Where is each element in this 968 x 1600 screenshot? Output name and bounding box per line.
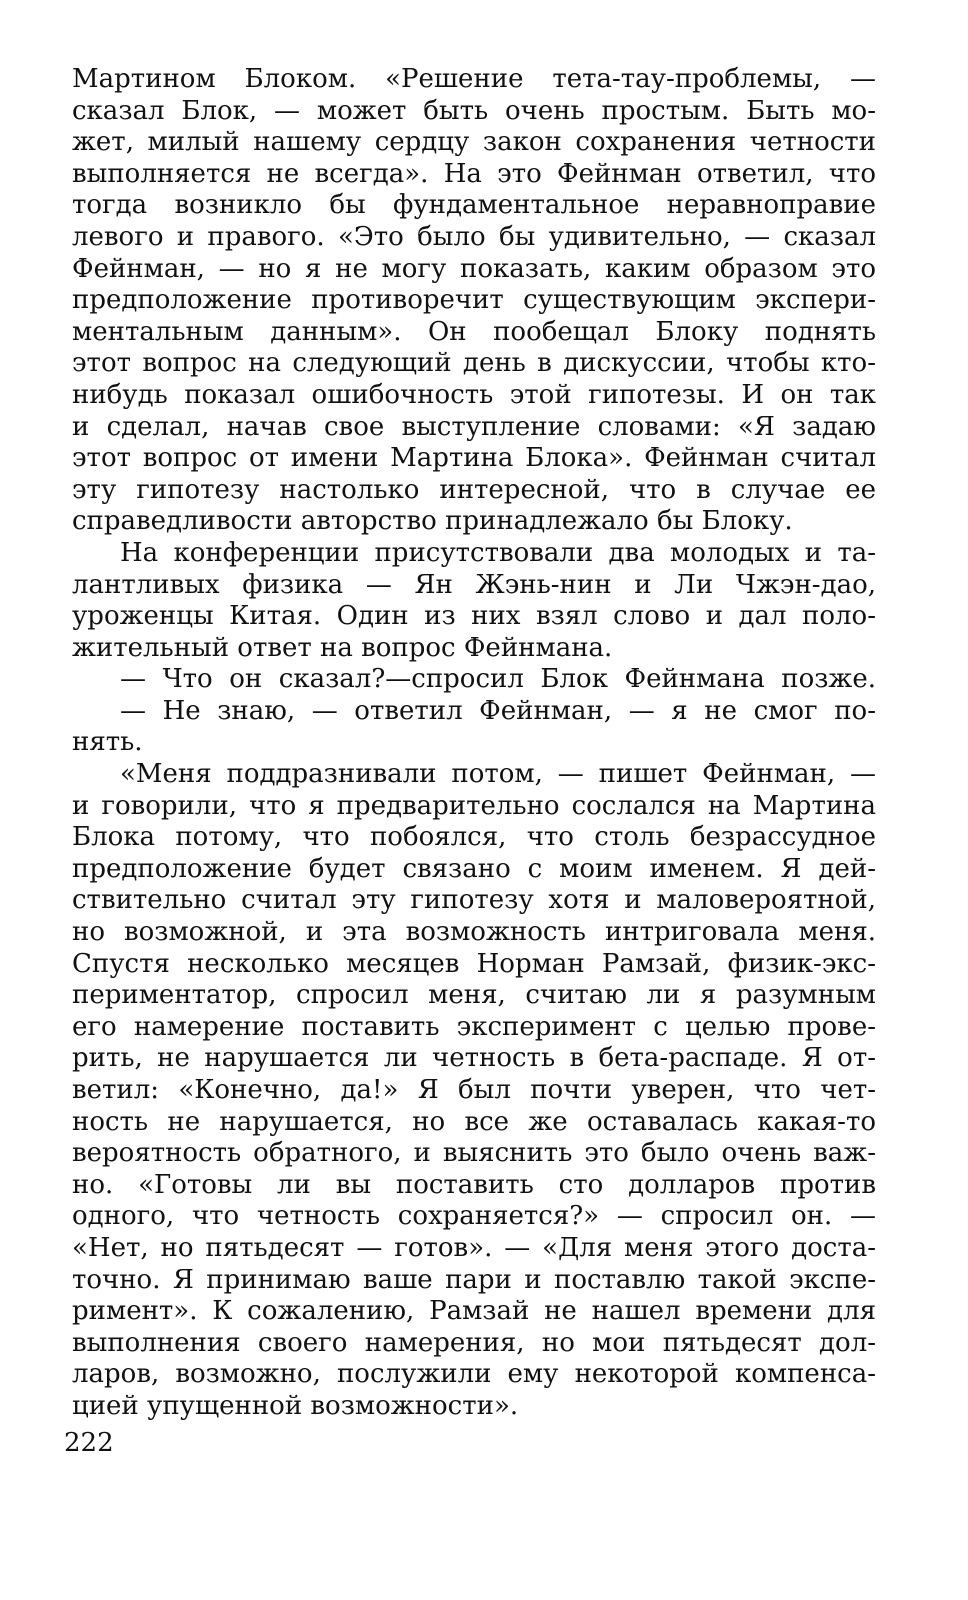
text-line: тогда возникло бы фундаментальное неравноправие [72,190,876,221]
text-line: но возможной, и эта возможность интриговала меня. [72,917,876,948]
paragraph-first-line: На конференции присутствовали два молодых и та- [120,537,876,568]
text-line: эту гипотезу настолько интересной, что в случае ее [72,474,876,505]
text-line: выполнения своего намерения, но мои пятьдесят дол- [72,1327,876,1358]
text-line: справедливости авторство принадлежало бы Блоку. [72,506,793,537]
text-line: но. «Готовы ли вы поставить сто долларов против [72,1169,876,1200]
text-line: жительный ответ на вопрос Фейнмана. [72,632,613,663]
text-line: Блока потому, что побоялся, что столь безрассудное [72,822,876,853]
text-line: ность не нарушается, но все же оставалась какая-то [72,1106,876,1137]
text-line: цией упущенной возможности». [72,1390,519,1421]
dialogue-line: — Не знаю, — ответил Фейнман, — я не смог по- [120,695,876,726]
text-line: ларов, возможно, послужили ему некоторой компенса- [72,1359,876,1390]
text-line: одного, что четность сохраняется?» — спросил он. — [72,1201,876,1232]
text-line: левого и правого. «Это было бы удивительно, — сказал [72,221,876,252]
text-line: рить, не нарушается ли четность в бета-распаде. Я от- [72,1043,876,1074]
text-line: и говорили, что я предварительно сослался на Мартина [72,790,876,821]
text-line: Фейнман, — но я не могу показать, каким образом это [72,253,876,284]
text-line: этот вопрос на следующий день в дискуссии, чтобы кто- [72,348,876,379]
text-line: его намерение поставить эксперимент с целью прове- [72,1011,876,1042]
page-number: 222 [64,1428,114,1458]
text-line: ствительно считал эту гипотезу хотя и маловероятной, [72,885,876,916]
text-line: ментальным данным». Он пообещал Блоку поднять [72,316,876,347]
text-line: предположение будет связано с моим именем. Я дей- [72,853,876,884]
text-line: нибудь показал ошибочность этой гипотезы. И он так [72,379,876,410]
text-line: выполняется не всегда». На это Фейнман ответил, что [72,158,876,189]
text-line: и сделал, начав свое выступление словами: «Я задаю [72,411,876,442]
text-line: жет, милый нашему сердцу закон сохранения четности [72,127,876,158]
text-line: Мартином Блоком. «Решение тета-тау-проблемы, — [72,64,876,94]
text-line: сказал Блок, — может быть очень простым. Быть мо- [72,95,876,126]
text-line: уроженцы Китая. Один из них взял слово и дал поло- [72,601,876,632]
text-line: вероятность обратного, и выяснить это было очень важ- [72,1138,876,1169]
paragraph-first-line: «Меня поддразнивали потом, — пишет Фейнман, — [120,759,876,790]
text-line: римент». К сожалению, Рамзай не нашел времени для [72,1296,876,1327]
text-line: «Нет, но пятьдесят — готов». — «Для меня этого доста- [72,1232,876,1263]
text-line: этот вопрос от имени Мартина Блока». Фейнман считал [72,443,876,474]
text-line: нять. [72,727,143,758]
text-line: точно. Я принимаю ваше пари и поставлю такой экспе- [72,1264,876,1295]
page-text [72,64,876,1423]
text-line: ветил: «Конечно, да!» Я был почти уверен, что чет- [72,1075,876,1105]
text-line: Спустя несколько месяцев Норман Рамзай, физик-экс- [72,948,876,979]
text-line: лантливых физика — Ян Жэнь-нин и Ли Чжэн-дао, [72,569,876,600]
dialogue-line: — Что он сказал?—спросил Блок Фейнмана позже. [120,664,876,695]
text-line: периментатор, спросил меня, считаю ли я разумным [72,980,876,1011]
text-line: предположение противоречит существующим экспери- [72,285,876,316]
